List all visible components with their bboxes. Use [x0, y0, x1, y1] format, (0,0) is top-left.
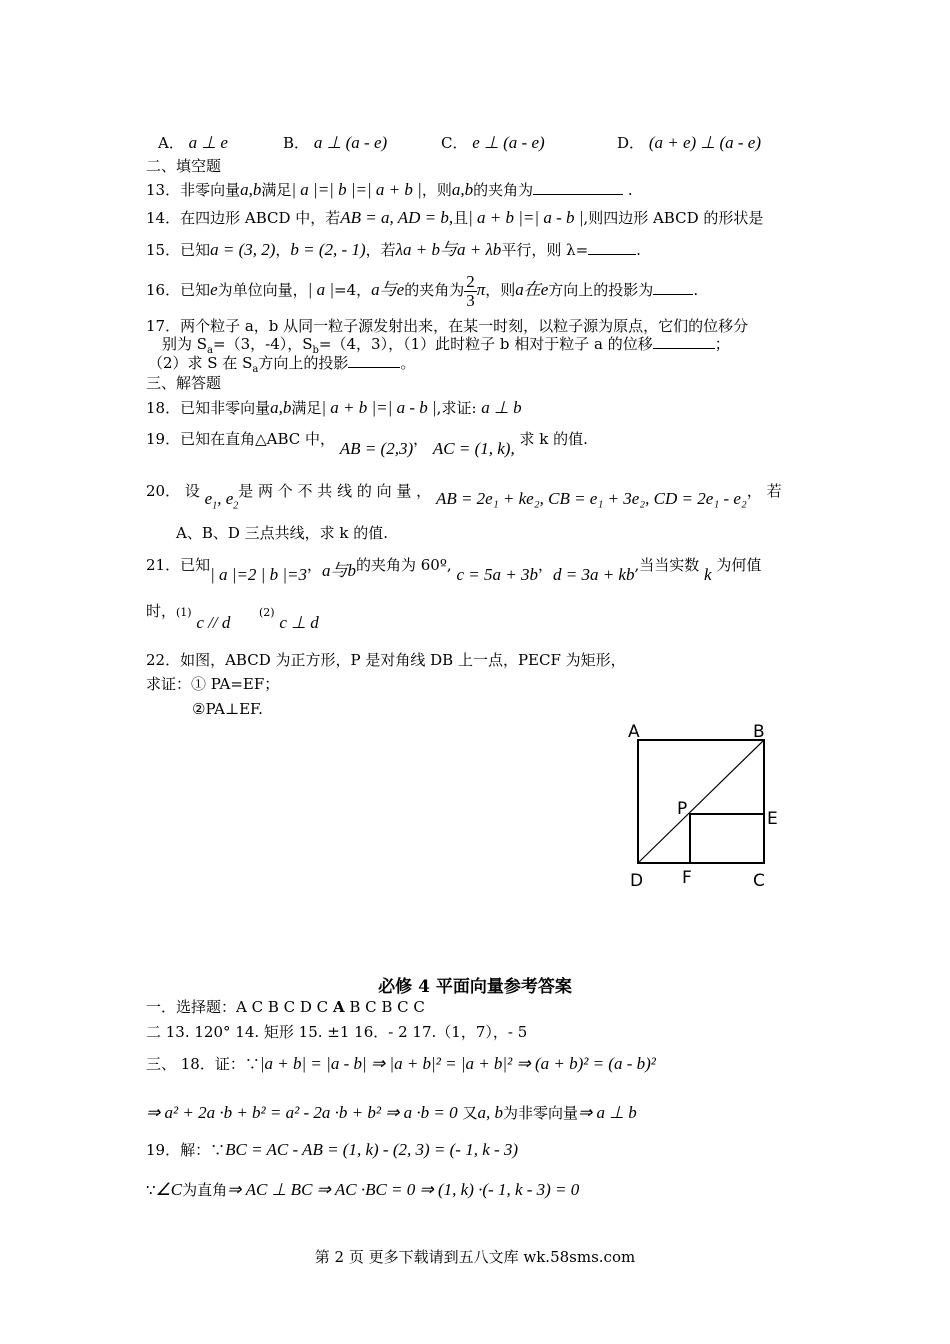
label-b: B — [753, 722, 765, 742]
option-d: D． (a + e) ⊥ (a - e) — [617, 133, 761, 152]
rectangle-pecf — [690, 814, 764, 863]
label-a: A — [628, 722, 640, 742]
label-f: F — [682, 868, 692, 888]
question-15: 15．已知a = (3, 2)，b = (2, - 1)，若λa + b与a + λb平行，则 λ= . — [146, 240, 641, 259]
section-solve-heading: 三、解答题 — [146, 374, 222, 392]
option-b: B． a ⊥ (a - e) — [283, 133, 388, 152]
diagonal-db — [638, 740, 764, 863]
question-21: 21．已知| a |=2 | b |=3，a与b的夹角为 60º, c = 5a + 3b，d = 3a + kb,当当实数 k 为何值 — [146, 556, 762, 584]
question-14: 14．在四边形 ABCD 中，若AB = a, AD = b,且| a + b |=| a - b |,则四边形 ABCD 的形状是 — [146, 208, 764, 227]
question-17-line-2: 别为 $S_a=(3$，-4），$S_b=(4$，3），（1）此时粒子 b 相对于粒子 a 的位移 ； — [162, 335, 730, 356]
page-footer: 第 2 页 更多下载请到五八文库 wk.58sms.com — [314, 1248, 636, 1266]
answer-blank — [653, 334, 715, 349]
answer-blank — [653, 280, 693, 295]
answer-blank — [348, 353, 400, 368]
section-fill-in-heading: 二、填空题 — [146, 157, 222, 175]
question-18: 18．已知非零向量a,b满足| a + b |=| a - b |,求证: a ⊥ b — [146, 398, 522, 417]
question-16: 16．已知e为单位向量，| a |=4，a与e的夹角为 $\frac{2}{3}$ π，则a在e方向上的投影为 . — [146, 271, 699, 310]
question-20: 20． 设 $e_1$, $e_2$是 两 个 不 共 线 的 向 量 ， AB = 2e₁ + ke₂, CB = e₁ + 3e₂, CD = 2e₁ - e₂， 若 — [146, 482, 782, 512]
label-e: E — [767, 809, 778, 829]
answer-blank — [588, 240, 636, 255]
question-21-line-2: 时，(1) c // d (2) c ⊥ d — [146, 602, 319, 632]
answer-18-line-2: ⇒ a² + 2a ·b + b² = a² - 2a ·b + b² ⇒ a ·b = 0 又a, b为非零向量⇒ a ⊥ b — [146, 1103, 637, 1122]
option-c: C． e ⊥ (a - e) — [441, 133, 545, 152]
question-13: 13．非零向量a,b满足| a |=| b |=| a + b |，则a,b的夹角为 . — [146, 180, 633, 199]
option-d-expr: (a + e) ⊥ (a - e) — [648, 133, 761, 152]
question-22-line-2: 求证：① PA=EF； — [146, 675, 280, 693]
answer-19-line-2: ∵∠C为直角⇒ AC ⊥ BC ⇒ AC ·BC = 0 ⇒ (1, k) ·(- 1, k - 3) = 0 — [146, 1180, 580, 1199]
answers-fill: 二 13. 120° 14. 矩形 15. ±1 16．- 2 17.（1，7），- 5 — [146, 1023, 528, 1041]
square-figure — [622, 715, 792, 890]
question-19: 19．已知在直角△ABC 中， AB = (2,3)， AC = (1, k), 求 k 的值. — [146, 430, 588, 458]
answers-choice: 一．选择题：A C B C D C A B C B C C — [146, 998, 425, 1016]
label-p: P — [677, 799, 688, 819]
answer-18-line-1: 三、 18．证：∵|a + b| = |a - b| ⇒ |a + b|² = |a + b|² ⇒ (a + b)² = (a - b)² — [146, 1054, 656, 1073]
fraction-two-thirds: $\frac{2}{3}$ — [466, 271, 475, 310]
question-17-line-3: （2）求 S 在 $S_a$方向上的投影 。 — [148, 354, 416, 375]
option-b-expr: a ⊥ (a - e) — [313, 133, 388, 152]
question-22-line-3: ②PA⊥EF. — [192, 700, 263, 718]
question-22-line-1: 22．如图，ABCD 为正方形，P 是对角线 DB 上一点，PECF 为矩形， — [146, 651, 626, 669]
answers-title: 必修 4 平面向量参考答案 — [378, 977, 572, 997]
label-c: C — [753, 871, 765, 890]
answer-blank — [533, 180, 623, 195]
label-d: D — [630, 871, 644, 890]
answer-19-line-1: 19．解：∵BC = AC - AB = (1, k) - (2, 3) = (- 1, k - 3) — [146, 1140, 519, 1159]
option-c-expr: e ⊥ (a - e) — [472, 133, 545, 152]
option-a-expr: a ⊥ e — [188, 133, 228, 152]
question-17-line-1: 17．两个粒子 a，b 从同一粒子源发射出来，在某一时刻，以粒子源为原点，它们的位移分 — [146, 317, 749, 335]
option-a: A． a ⊥ e — [158, 133, 228, 152]
question-20-line-2: A、B、D 三点共线，求 k 的值. — [176, 524, 389, 542]
